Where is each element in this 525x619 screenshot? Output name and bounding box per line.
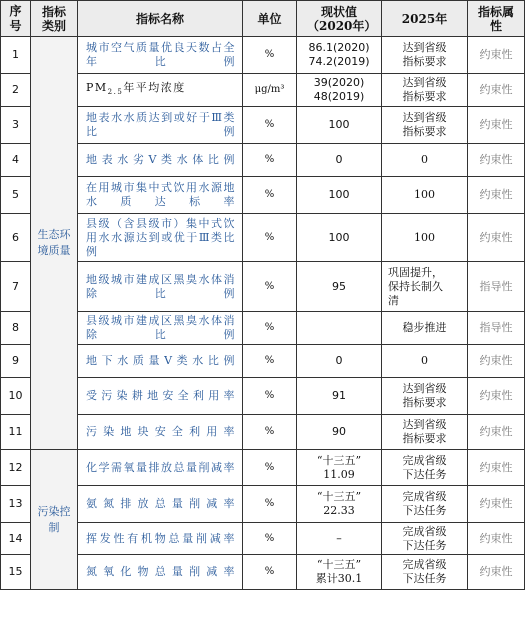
indicator-name: 地下水质量Ⅴ类水比例: [78, 345, 243, 378]
target-line: 下达任务: [402, 538, 447, 552]
current-value-line: “十三五”: [316, 490, 362, 503]
row-number: 11: [1, 415, 31, 450]
target-2025: [382, 378, 468, 415]
header-current: 现状值（2020年）: [297, 1, 382, 37]
target-2025: [382, 144, 468, 177]
indicator-attribute: 约束性: [468, 144, 525, 177]
table-row: [1, 378, 525, 415]
current-value: [297, 262, 382, 312]
indicator-name: 县级（含县级市）集中式饮用水水源达到或优于Ⅲ类比例: [78, 214, 243, 262]
row-number: 13: [1, 486, 31, 523]
target-2025: [382, 214, 468, 262]
indicator-name: 在用城市集中式饮用水源地水质达标率: [78, 177, 243, 214]
header-unit: 单位: [243, 1, 297, 37]
current-value-line: 90: [332, 425, 346, 438]
row-number: 10: [1, 378, 31, 415]
unit: %: [243, 345, 297, 378]
current-value: [297, 378, 382, 415]
current-value-line: 累计30.1: [315, 572, 363, 585]
target-line: 清: [388, 293, 399, 307]
current-value: [297, 555, 382, 590]
unit: %: [243, 415, 297, 450]
table-row: [1, 177, 525, 214]
table-row: [1, 262, 525, 312]
current-value-line: –: [336, 531, 342, 545]
current-value-line: 100: [328, 118, 350, 131]
target-line: 巩固提升，: [388, 265, 443, 279]
unit: μg/m³: [243, 74, 297, 107]
indicator-attribute: 约束性: [468, 450, 525, 486]
current-value-line: 0: [335, 153, 343, 166]
target-2025: [382, 523, 468, 555]
target-line: 达到省级: [402, 418, 447, 431]
current-value-line: 11.09: [323, 467, 355, 481]
table-row: [1, 555, 525, 590]
unit: %: [243, 312, 297, 345]
target-line: 指标要求: [402, 396, 447, 409]
row-number: 3: [1, 107, 31, 144]
unit: %: [243, 144, 297, 177]
header-attribute: 指标属性: [468, 1, 525, 37]
current-value: [297, 415, 382, 450]
target-line: 完成省级: [402, 490, 447, 503]
indicator-attribute: 约束性: [468, 486, 525, 523]
current-value: [297, 74, 382, 107]
indicator-name: 地表水水质达到或好于Ⅲ类比例: [78, 107, 243, 144]
row-number: 6: [1, 214, 31, 262]
table-row: [1, 74, 525, 107]
target-line: 完成省级: [402, 524, 447, 538]
target-line: 完成省级: [402, 453, 447, 467]
current-value-line: 39(2020): [313, 76, 365, 89]
row-number: 1: [1, 37, 31, 74]
current-value-line: 86.1(2020): [308, 41, 370, 54]
current-value-line: 95: [332, 279, 346, 293]
row-number: 12: [1, 450, 31, 486]
target-2025: [382, 177, 468, 214]
table-row: [1, 345, 525, 378]
current-value-line: 0: [335, 354, 343, 367]
current-value: [297, 144, 382, 177]
row-number: 9: [1, 345, 31, 378]
indicator-name: 挥发性有机物总量削减率: [78, 523, 243, 555]
target-line: 下达任务: [402, 572, 447, 585]
target-line: 保持长制久: [388, 279, 443, 293]
target-2025: [382, 312, 468, 345]
indicator-name: 受污染耕地安全利用率: [78, 378, 243, 415]
target-2025: [382, 107, 468, 144]
unit: %: [243, 37, 297, 74]
indicator-name: 地表水劣Ⅴ类水体比例: [78, 144, 243, 177]
table-row: [1, 486, 525, 523]
indicator-attribute: 约束性: [468, 415, 525, 450]
table-row: [1, 107, 525, 144]
current-value-line: 22.33: [323, 504, 355, 517]
current-value: [297, 177, 382, 214]
header-no: 序号: [1, 1, 31, 37]
indicator-name: 县级城市建成区黑臭水体消除比例: [78, 312, 243, 345]
target-2025: [382, 555, 468, 590]
table-row: [1, 37, 525, 74]
current-value-line: 48(2019): [313, 90, 365, 103]
unit: %: [243, 177, 297, 214]
current-value: [297, 312, 382, 345]
current-value: [297, 523, 382, 555]
indicator-name: [78, 74, 243, 107]
indicator-name: 氮氧化物总量削减率: [78, 555, 243, 590]
unit: %: [243, 107, 297, 144]
target-line: 指标要求: [402, 55, 447, 68]
target-line: 达到省级: [402, 41, 447, 54]
indicator-name: 城市空气质量优良天数占全年比例: [78, 37, 243, 74]
indicator-attribute: 约束性: [468, 74, 525, 107]
indicator-attribute: 指导性: [468, 312, 525, 345]
target-2025: [382, 486, 468, 523]
unit: %: [243, 555, 297, 590]
unit: %: [243, 523, 297, 555]
indicator-attribute: 约束性: [468, 37, 525, 74]
indicator-attribute: 指导性: [468, 262, 525, 312]
current-value: [297, 486, 382, 523]
row-number: 8: [1, 312, 31, 345]
unit: %: [243, 378, 297, 415]
target-line: 达到省级: [402, 382, 447, 395]
target-2025: [382, 415, 468, 450]
current-value-line: “十三五”: [316, 558, 362, 571]
target-2025: [382, 262, 468, 312]
target-2025: [382, 345, 468, 378]
unit: %: [243, 262, 297, 312]
target-line: 稳步推进: [402, 321, 447, 334]
indicator-name-prefix: PM: [86, 80, 108, 94]
indicator-name-suffix: 年平均浓度: [123, 80, 186, 94]
target-line: 指标要求: [402, 125, 447, 138]
header-category: 指标类别: [31, 1, 78, 37]
current-value-line: 74.2(2019): [308, 55, 370, 68]
current-value: [297, 214, 382, 262]
row-number: 5: [1, 177, 31, 214]
indicator-name: 化学需氧量排放总量削减率: [78, 450, 243, 486]
row-number: 14: [1, 523, 31, 555]
target-line: 0: [421, 153, 428, 166]
table-row: [1, 214, 525, 262]
target-line: 指标要求: [402, 90, 447, 103]
target-line: 0: [421, 354, 428, 367]
table-header-row: [1, 1, 525, 37]
indicator-attribute: 约束性: [468, 107, 525, 144]
indicator-attribute: 约束性: [468, 378, 525, 415]
target-line: 完成省级: [402, 558, 447, 571]
current-value-line: 91: [332, 389, 346, 402]
indicator-attribute: 约束性: [468, 555, 525, 590]
indicator-name-subscript: 2.5: [107, 88, 124, 97]
current-value-line: 100: [328, 230, 350, 244]
indicator-name: 污染地块安全利用率: [78, 415, 243, 450]
target-2025: [382, 450, 468, 486]
indicator-attribute: 约束性: [468, 214, 525, 262]
target-line: 100: [414, 230, 435, 244]
current-value-line: 100: [328, 188, 350, 201]
row-number: 2: [1, 74, 31, 107]
header-target: 2025年: [382, 1, 468, 37]
table-row: [1, 415, 525, 450]
target-line: 100: [414, 188, 435, 201]
indicator-name: 地级城市建成区黑臭水体消除比例: [78, 262, 243, 312]
indicator-name: 氨氮排放总量削减率: [78, 486, 243, 523]
indicator-attribute: 约束性: [468, 345, 525, 378]
row-number: 15: [1, 555, 31, 590]
target-line: 下达任务: [402, 504, 447, 517]
current-value-line: “十三五”: [316, 453, 362, 467]
table-row: [1, 312, 525, 345]
header-name: 指标名称: [78, 1, 243, 37]
row-number: 4: [1, 144, 31, 177]
target-line: 达到省级: [402, 76, 447, 89]
current-value: [297, 345, 382, 378]
indicator-attribute: 约束性: [468, 523, 525, 555]
current-value: [297, 37, 382, 74]
unit: %: [243, 486, 297, 523]
unit: %: [243, 450, 297, 486]
target-line: 指标要求: [402, 432, 447, 445]
current-value: [297, 450, 382, 486]
target-2025: [382, 37, 468, 74]
category-pollution: 污染控制: [31, 450, 78, 590]
unit: %: [243, 214, 297, 262]
current-value: [297, 107, 382, 144]
table-row: [1, 450, 525, 486]
row-number: 7: [1, 262, 31, 312]
target-line: 下达任务: [402, 467, 447, 481]
table-row: [1, 144, 525, 177]
category-eco: 生态环境质量: [31, 37, 78, 450]
indicator-attribute: 约束性: [468, 177, 525, 214]
target-2025: [382, 74, 468, 107]
target-line: 达到省级: [402, 111, 447, 124]
table-row: [1, 523, 525, 555]
